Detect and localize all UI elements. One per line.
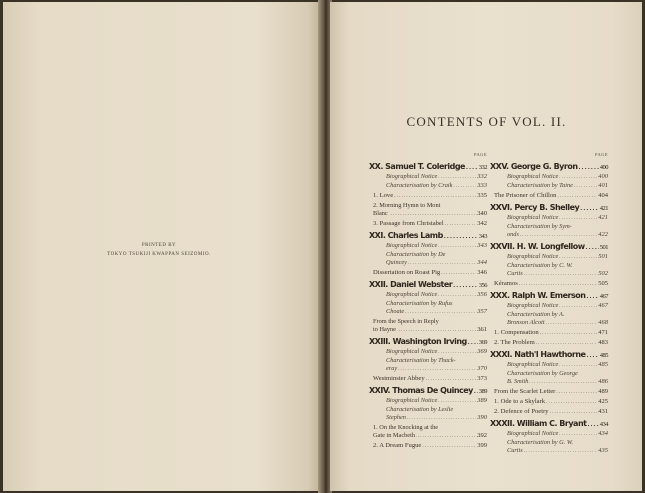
dot-leader [587,423,598,428]
entry-title: Westminster Abbey [373,375,425,382]
dot-leader [559,432,597,437]
contents-chapter-entry [490,419,608,428]
dot-leader [407,416,476,421]
entry-title-line2: Quincey [386,258,407,266]
contents-subentry [369,397,487,404]
entry-title: Biographical Notice [386,397,438,404]
dot-leader [519,282,597,287]
dot-leader [524,272,598,277]
entry-title: Biographical Notice [386,348,438,355]
dot-leader [586,354,598,359]
contents-subentry [490,253,608,260]
entry-title-line2: to Hayne [373,325,396,333]
entry-title-row [507,231,608,239]
entry-title: Biographical Notice [386,291,438,298]
contents-chapter-entry [369,231,487,240]
page-number: 421 [599,205,608,212]
contents-column-left [369,152,487,449]
dot-leader [394,194,476,199]
contents-subentry [369,348,487,355]
entry-title-line1: Characterisation by George [507,370,578,377]
contents-subentry [369,242,487,249]
page-number: 467 [598,302,608,309]
page-column-header: PAGE [474,152,487,157]
page-column-header: PAGE [595,152,608,157]
entry-title-line1: 2. Morning Hymn to Mont [373,202,441,209]
contents-chapter-entry [369,386,487,395]
entry-title: 1. Love [373,192,394,199]
entry-title-line2: Curtis [507,446,523,454]
entry-title-row [507,270,608,278]
dot-leader [438,399,476,404]
page-number: 342 [477,220,487,227]
dot-leader [398,367,476,372]
page-number: 468 [598,318,608,326]
entry-title-row [373,209,487,218]
dot-leader [536,341,598,346]
contents-subentry [490,214,608,221]
contents-item [490,280,608,287]
entry-title-row [386,308,487,316]
contents-subentry [490,182,608,189]
dot-leader [474,390,478,395]
entry-title: XX. Samuel T. Coleridge [369,162,465,171]
contents-chapter-entry [490,203,608,212]
contents-subentry [369,357,487,372]
dot-leader [389,209,487,217]
contents-subentry [369,291,487,298]
contents-chapter-entry [490,162,608,171]
entry-title-row [386,414,487,422]
page-number: 389 [477,397,487,404]
dot-leader [580,207,599,212]
contents-chapter-entry [369,337,487,346]
dot-leader [408,261,476,266]
dot-leader [445,222,477,227]
page-number: 343 [477,242,487,249]
page-number: 369 [478,339,487,346]
page-number: 333 [477,182,487,189]
entry-title: Biographical Notice [507,361,559,368]
contents-item [369,202,487,217]
entry-title-line2: eray [386,364,398,372]
dot-leader [586,295,598,300]
entry-title: Dissertation on Roast Pig [373,269,441,276]
entry-title: Characterisation by Craik [386,182,453,189]
dot-leader [550,410,598,415]
contents-subentry [490,173,608,180]
dot-leader [546,321,598,326]
page-number: 400 [599,164,608,171]
dot-leader [559,175,597,180]
entry-title: Biographical Notice [507,214,559,221]
page-number: 505 [598,280,608,287]
entry-title: Biographical Notice [386,242,438,249]
contents-item [369,424,487,439]
entry-title: XXXII. William C. Bryant [490,419,587,428]
page-number: 404 [598,192,608,199]
entry-title: 2. The Problem [494,339,535,346]
page-number: 343 [478,233,487,240]
page-number: 485 [599,352,608,359]
page-number: 434 [598,430,608,437]
dot-leader [559,216,597,221]
page-number: 502 [598,269,608,277]
contents-item [369,318,487,333]
entry-title: XXVII. H. W. Longfellow [490,242,585,251]
entry-title: Biographical Notice [507,173,559,180]
entry-title: XXXI. Nath'l Hawthorne [490,350,586,359]
dot-leader [557,194,597,199]
entry-title-line2: Gate in Macbeth [373,431,415,439]
entry-title-line2: B. Smith [507,377,529,385]
entry-title-line1: From the Speech in Reply [373,318,439,325]
entry-title-line1: Characterisation by Sym- [507,223,572,230]
dot-leader [453,284,478,289]
page-number: 471 [598,329,608,336]
entry-title-line1: Characterisation by A. [507,311,565,318]
entry-title-line2: Bronson Alcott [507,318,545,326]
entry-title: The Prisoner of Chillon [494,192,557,199]
page-number: 340 [477,209,487,217]
entry-title-row [373,431,487,440]
entry-title: Biographical Notice [507,430,559,437]
contents-subentry [369,406,487,421]
contents-item [369,192,487,199]
page-number: 390 [477,413,487,421]
entry-title: 1. Compensation [494,329,539,336]
page-number: 332 [478,164,487,171]
entry-title-line2: Blanc [373,209,388,217]
contents-subentry [490,361,608,368]
contents-item [369,442,487,449]
entry-title: XXII. Daniel Webster [369,280,453,289]
page-number: 356 [477,291,487,298]
page-number: 489 [598,388,608,395]
entry-title-line1: Characterisation by Rufus [386,300,453,307]
contents-item [490,329,608,336]
page-number: 357 [477,307,487,315]
contents-subentry [490,439,608,454]
entry-title-line2: Curtis [507,269,523,277]
dot-leader [422,444,476,449]
page-number: 370 [477,364,487,372]
entry-title-line1: 1. On the Knocking at the [373,424,439,431]
page-number: 435 [598,446,608,454]
page-number: 332 [477,173,487,180]
dot-leader [438,350,476,355]
contents-chapter-entry [490,350,608,359]
page-number: 501 [598,253,608,260]
page-number: 467 [599,293,608,300]
dot-leader [405,310,476,315]
dot-leader [586,246,599,251]
dot-leader [438,175,476,180]
dot-leader [438,293,476,298]
page-number: 425 [598,398,608,405]
contents-column-right [490,152,608,454]
contents-item [369,220,487,227]
dot-leader [468,341,478,346]
dot-leader [466,166,478,171]
page-number: 344 [477,258,487,266]
page-number: 422 [598,230,608,238]
page-number: 399 [477,442,487,449]
entry-title: Characterisation by Taine [507,182,573,189]
entry-title-row [507,447,608,455]
contents-chapter-entry [369,162,487,171]
dot-leader [453,184,476,189]
page-number: 401 [598,182,608,189]
contents-subentry [369,251,487,266]
contents-chapter-entry [490,291,608,300]
dot-leader [559,255,597,260]
entry-title: 2. A Dream Fugue [373,442,422,449]
entry-title: Kéramos [494,280,518,287]
contents-chapter-entry [369,280,487,289]
entry-title-row [386,259,487,267]
printer-imprint-line1: PRINTED BY [141,243,177,248]
entry-title: XXIV. Thomas De Quincey [369,386,473,395]
entry-title: Biographical Notice [507,302,559,309]
entry-title-row [507,378,608,386]
dot-leader [520,233,597,238]
dot-leader [524,449,598,454]
contents-item [490,408,608,415]
page-number: 373 [477,375,487,382]
contents-item [490,388,608,395]
entry-title-row [386,365,487,373]
page-number: 361 [477,325,487,333]
page-number: 483 [598,339,608,346]
entry-title: XXI. Charles Lamb [369,231,443,240]
contents-subentry [490,262,608,277]
entry-title-line1: Characterisation by Thack- [386,357,456,364]
entry-title: XXV. George G. Byron [490,162,578,171]
dot-leader [444,235,478,240]
contents-chapter-entry [490,242,608,251]
dot-leader [441,271,476,276]
entry-title: XXX. Ralph W. Emerson [490,291,586,300]
dot-leader [546,400,597,405]
dot-leader [579,166,599,171]
contents-title: CONTENTS OF VOL. II. [406,114,567,129]
entry-title: Biographical Notice [507,253,559,260]
contents-subentry [369,173,487,180]
page-number: 369 [477,348,487,355]
page-number: 501 [599,244,608,251]
contents-subentry [490,223,608,238]
contents-item [490,339,608,346]
dot-leader [559,363,597,368]
entry-title: Biographical Notice [386,173,438,180]
contents-subentry [490,302,608,309]
entry-title: 2. Defence of Poetry [494,408,549,415]
contents-subentry [369,182,487,189]
dot-leader [438,244,476,249]
contents-item [490,192,608,199]
contents-item [490,398,608,405]
page-number: 431 [598,408,608,415]
entry-title: 3. Passage from Christabel [373,220,444,227]
entry-title-line1: Characterisation by G. W. [507,439,574,446]
entry-title: 1. Ode to a Skylark [494,398,546,405]
entry-title-line1: Characterisation by De [386,251,446,258]
contents-item [369,269,487,276]
contents-subentry [490,311,608,326]
entry-title-line1: Characterisation by Leslie [386,406,454,413]
contents-item [369,375,487,382]
dot-leader [556,390,597,395]
entry-title-line1: Characterisation by C. W. [507,262,573,269]
page-number: 400 [598,173,608,180]
page-number: 421 [598,214,608,221]
printer-imprint-line2: TOKYO TSUKIJI KWAPPAN SEIZOMIO. [107,252,211,257]
dot-leader [574,184,597,189]
page-number: 485 [598,361,608,368]
page-number: 356 [478,282,487,289]
contents-subentry [490,430,608,437]
contents-subentry [369,300,487,315]
entry-title-row [373,325,487,334]
page-number: 389 [478,388,487,395]
entry-title: XXVI. Percy B. Shelley [490,203,580,212]
entry-title-line2: Stephen [386,413,406,421]
dot-leader [426,377,477,382]
contents-subentry [490,370,608,385]
entry-title: XXIII. Washington Irving [369,337,467,346]
dot-leader [397,328,484,333]
dot-leader [416,434,484,439]
dot-leader [559,304,597,309]
page-number: 486 [598,377,608,385]
dot-leader [529,380,597,385]
dot-leader [540,331,598,336]
page-number: 392 [477,431,487,439]
entry-title-row [507,319,608,327]
page-number: 434 [599,421,608,428]
entry-title-line2: onds [507,230,519,238]
entry-title: From the Scarlet Letter [494,388,556,395]
entry-title-line2: Choate [386,307,405,315]
page-number: 346 [477,269,487,276]
page-number: 335 [477,192,487,199]
